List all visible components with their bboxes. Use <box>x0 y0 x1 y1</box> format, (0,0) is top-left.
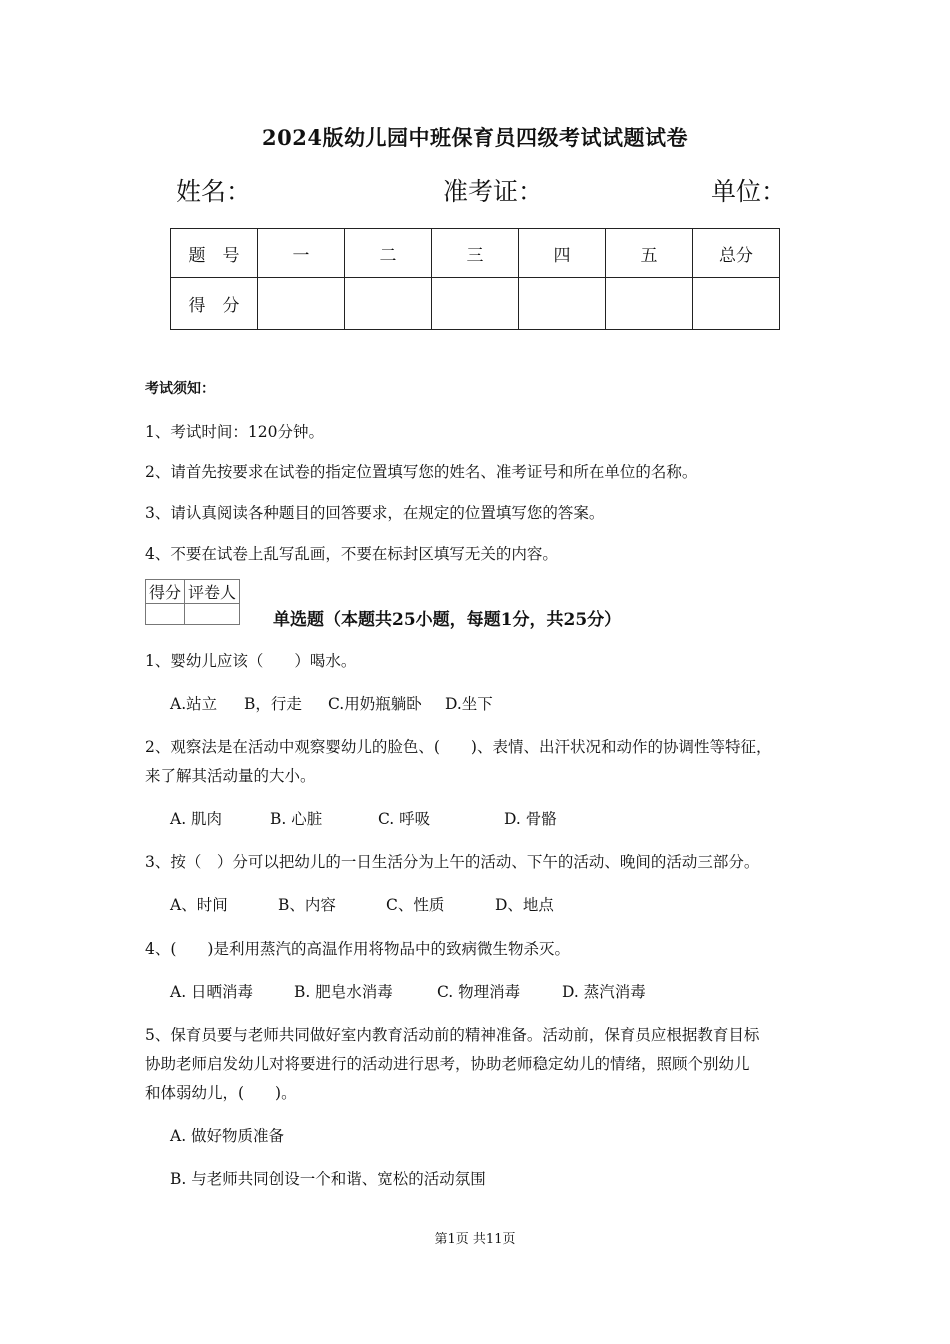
option-d: D.坐下 <box>445 695 493 713</box>
question-stem: 2、观察法是在活动中观察婴幼儿的脸色、( )、表情、出汗状况和动作的协调性等特征， <box>145 738 772 756</box>
grader-score-cell[interactable] <box>146 604 185 625</box>
option-c: C. 物理消毒 <box>437 983 521 1001</box>
grader-header-row <box>146 580 240 604</box>
score-header-5: 五 <box>606 229 693 278</box>
score-table <box>170 228 780 330</box>
grader-reviewer-label: 评卷人 <box>185 580 240 604</box>
option-b: B. 心脏 <box>270 810 323 828</box>
option-c: C、性质 <box>386 896 445 914</box>
option-a: A. 肌肉 <box>170 810 223 828</box>
notice-heading: 考试须知： <box>145 381 215 397</box>
option-d: D. 骨骼 <box>504 810 557 828</box>
option-b: B，行走 <box>244 695 302 713</box>
grader-box <box>145 579 240 625</box>
notice-item: 3、请认真阅读各种题目的回答要求，在规定的位置填写您的答案。 <box>145 504 605 522</box>
page-footer: 第1页 共11页 <box>434 1232 516 1247</box>
question-stem: 3、按（ ）分可以把幼儿的一日生活分为上午的活动、下午的活动、晚间的活动三部分。 <box>145 853 760 871</box>
section-title: 单选题（本题共25小题，每题1分，共25分） <box>273 610 622 630</box>
score-cell-total[interactable] <box>693 278 780 330</box>
question-stem-continued: 和体弱幼儿，( )。 <box>145 1084 297 1102</box>
score-header-3: 三 <box>432 229 519 278</box>
question-stem-continued: 协助老师启发幼儿对将要进行的活动进行思考，协助老师稳定幼儿的情绪，照顾个别幼儿 <box>145 1055 750 1073</box>
grader-score-label: 得分 <box>146 580 185 604</box>
option-c: C. 呼吸 <box>378 810 431 828</box>
score-cell[interactable] <box>258 278 345 330</box>
score-cell[interactable] <box>519 278 606 330</box>
question-stem: 4、( )是利用蒸汽的高温作用将物品中的致病微生物杀灭。 <box>145 940 570 958</box>
option-a: A. 做好物质准备 <box>170 1127 285 1145</box>
score-cell[interactable] <box>432 278 519 330</box>
score-header-1: 一 <box>258 229 345 278</box>
grader-reviewer-cell[interactable] <box>185 604 240 625</box>
score-header-label: 题 号 <box>171 229 258 278</box>
unit-field-label: 单位： <box>711 177 787 206</box>
option-d: D、地点 <box>495 896 554 914</box>
option-b: B. 与老师共同创设一个和谐、宽松的活动氛围 <box>170 1170 486 1188</box>
score-header-2: 二 <box>345 229 432 278</box>
notice-item: 4、不要在试卷上乱写乱画，不要在标封区填写无关的内容。 <box>145 545 558 563</box>
question-stem: 1、婴幼儿应该（ ）喝水。 <box>145 652 357 670</box>
exam-id-field-label: 准考证： <box>443 177 544 206</box>
option-d: D. 蒸汽消毒 <box>562 983 646 1001</box>
option-c: C.用奶瓶躺卧 <box>328 695 422 713</box>
option-a: A. 日晒消毒 <box>170 983 254 1001</box>
grader-entry-row <box>146 604 240 625</box>
score-table-score-row <box>171 278 780 330</box>
option-a: A.站立 <box>170 695 218 713</box>
score-row-label: 得 分 <box>171 278 258 330</box>
score-cell[interactable] <box>606 278 693 330</box>
option-b: B. 肥皂水消毒 <box>294 983 393 1001</box>
score-header-total: 总分 <box>693 229 780 278</box>
name-field-label: 姓名： <box>176 177 252 206</box>
score-cell[interactable] <box>345 278 432 330</box>
option-b: B、内容 <box>278 896 336 914</box>
score-header-4: 四 <box>519 229 606 278</box>
page-title: 2024版幼儿园中班保育员四级考试试题试卷 <box>262 125 688 150</box>
notice-item: 1、考试时间：120分钟。 <box>145 423 324 441</box>
question-stem: 5、保育员要与老师共同做好室内教育活动前的精神准备。活动前，保育员应根据教育目标 <box>145 1026 760 1044</box>
option-a: A、时间 <box>170 896 228 914</box>
score-table-header-row <box>171 229 780 278</box>
notice-item: 2、请首先按要求在试卷的指定位置填写您的姓名、准考证号和所在单位的名称。 <box>145 463 698 481</box>
question-stem-continued: 来了解其活动量的大小。 <box>145 767 316 785</box>
